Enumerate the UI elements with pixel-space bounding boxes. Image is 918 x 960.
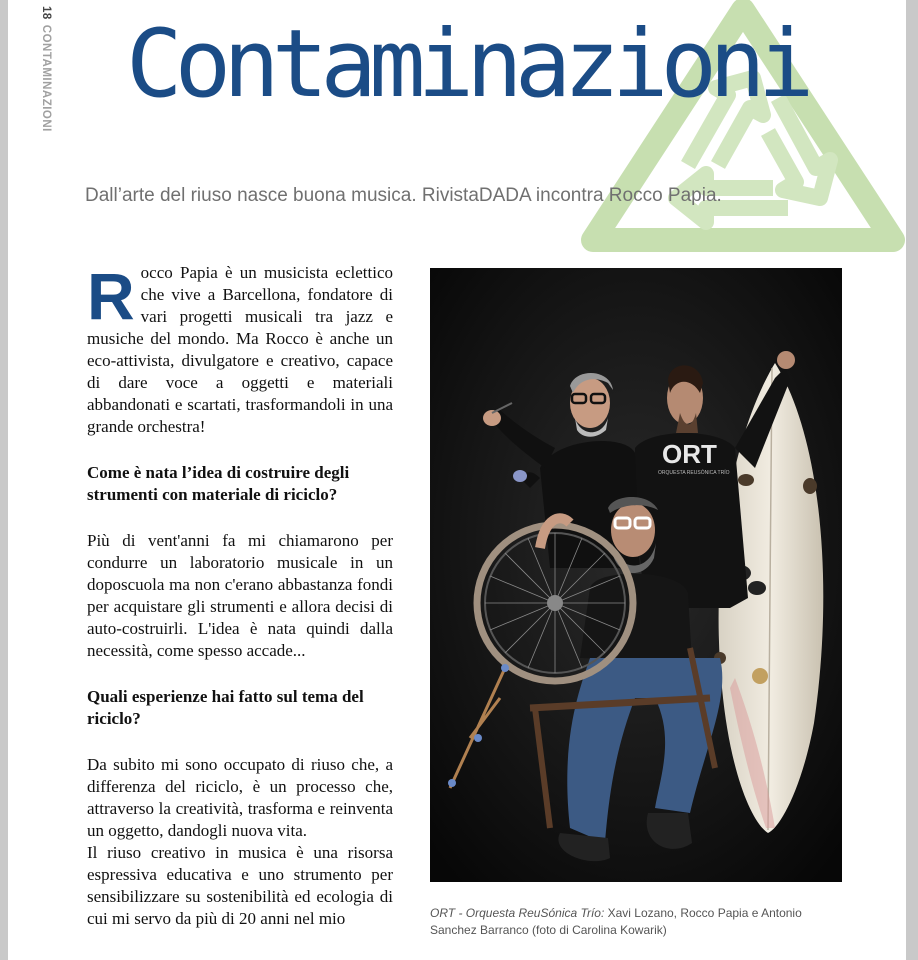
shirt-subtext: ORQUESTA REUSÓNICA TRÍO <box>658 470 730 476</box>
caption-group-name: ORT - Orquesta ReuSónica Trío: <box>430 906 605 920</box>
page-title: Contaminazioni <box>126 10 807 119</box>
article-column <box>87 259 393 930</box>
band-photo <box>430 268 842 882</box>
photo-caption <box>430 905 840 939</box>
caption-credits: Xavi Lozano, Rocco Papia e Antonio Sanchez Barranco (foto di Carolina Kowarik) <box>430 906 802 937</box>
question-2: Quali esperienze hai fatto sul tema del riciclo? <box>87 687 364 728</box>
magazine-page <box>8 0 906 960</box>
drop-cap: R <box>87 259 135 333</box>
answer-2: Da subito mi sono occupato di riuso che, a differenza del riciclo, è un processo che, attraverso la creatività, trasforma e reinventa un oggetto, dandogli nuova vita. <box>87 755 393 840</box>
page-number: 18 <box>40 6 52 20</box>
section-name: CONTAMINAZIONI <box>40 24 52 132</box>
section-running-header <box>36 6 56 146</box>
photo-illustration <box>430 268 842 882</box>
page-subtitle: Dall’arte del riuso nasce buona musica. RivistaDADA incontra Rocco Papia. <box>85 185 722 206</box>
answer-1: Più di vent'anni fa mi chiamarono per condurre un laboratorio musicale in un doposcuola ma non c'erano abbastanza fondi per acquistare gli strumenti e allora decisi di auto-costruirli. L'idea è nata quindi dalla necessità, come spesso accade... <box>87 531 393 660</box>
shirt-logo: ORT <box>662 439 717 469</box>
question-1: Come è nata l’idea di costruire degli strumenti con materiale di riciclo? <box>87 463 350 504</box>
intro-paragraph: occo Papia è un musicista eclettico che vive a Barcellona, fondatore di vari progetti musicali tra jazz e musiche del mondo. Ma Rocco è anche un eco-attivista, divulgatore e creativo, capace di dare voce a oggetti e materiali abbandonati e scartati, trasformandoli in una grande orchestra! <box>87 263 393 436</box>
answer-3: Il riuso creativo in musica è una risorsa espressiva educativa e uno strumento per sensibilizzare su sostenibilità ed ecologia di cui mi servo da più di 20 anni nel mio <box>87 843 393 928</box>
